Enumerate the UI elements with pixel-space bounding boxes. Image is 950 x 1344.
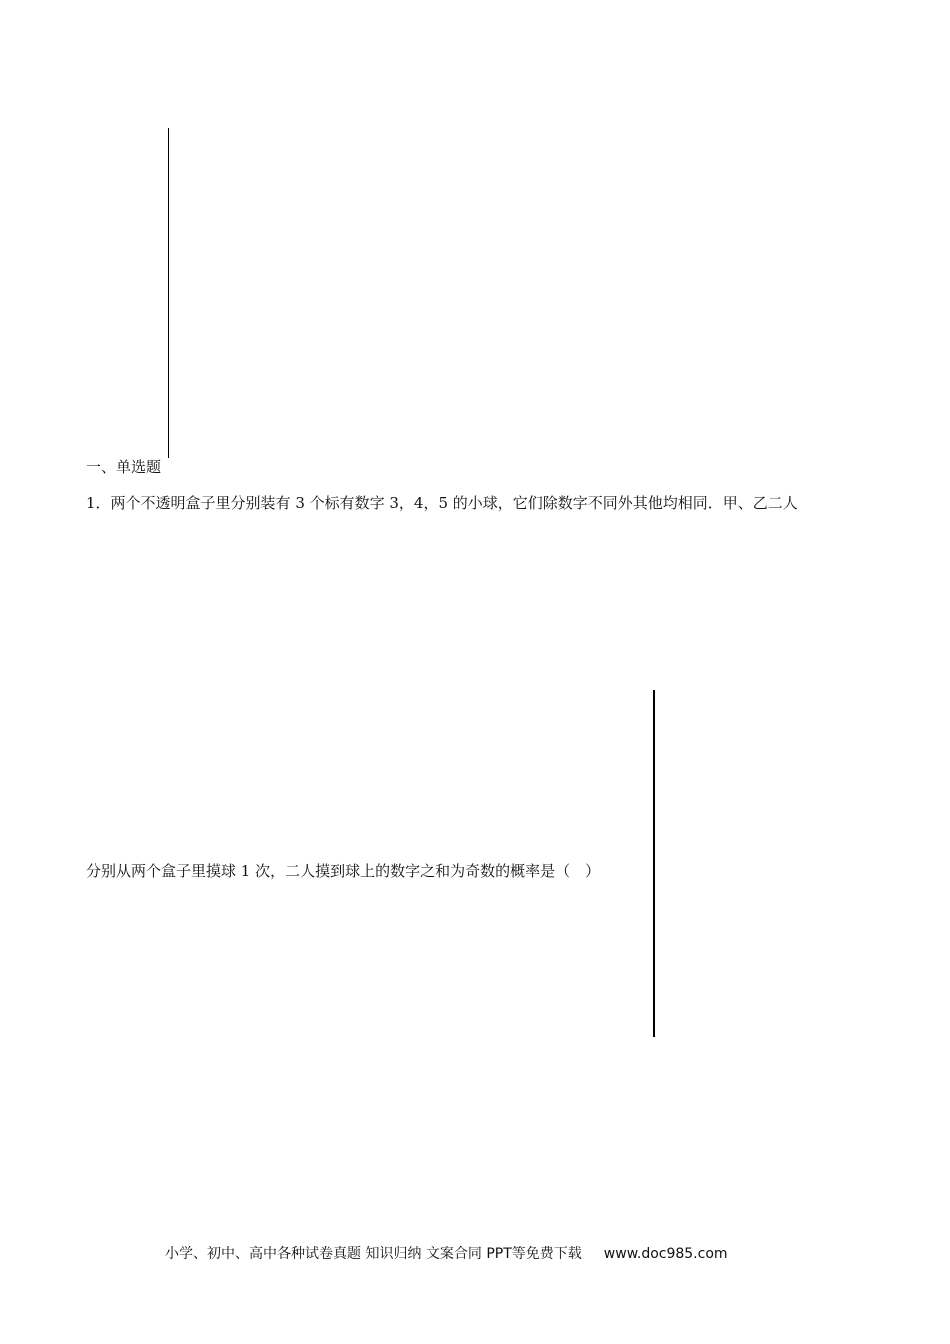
footer-url[interactable]: www.doc985.com xyxy=(603,1246,728,1262)
page-footer xyxy=(165,1244,728,1264)
vertical-rule-right xyxy=(653,690,655,1037)
question-1-line-1: 1．两个不透明盒子里分别装有 3 个标有数字 3，4，5 的小球，它们除数字不同外其他均相同．甲、乙二人 xyxy=(86,494,798,512)
vertical-rule-top xyxy=(168,128,169,458)
footer-text: 小学、初中、高中各种试卷真题 知识归纳 文案合同 PPT等免费下载 xyxy=(165,1246,582,1262)
question-1-line-2: 分别从两个盒子里摸球 1 次，二人摸到球上的数字之和为奇数的概率是（ ） xyxy=(86,862,601,880)
section-heading: 一、单选题 xyxy=(86,458,162,476)
